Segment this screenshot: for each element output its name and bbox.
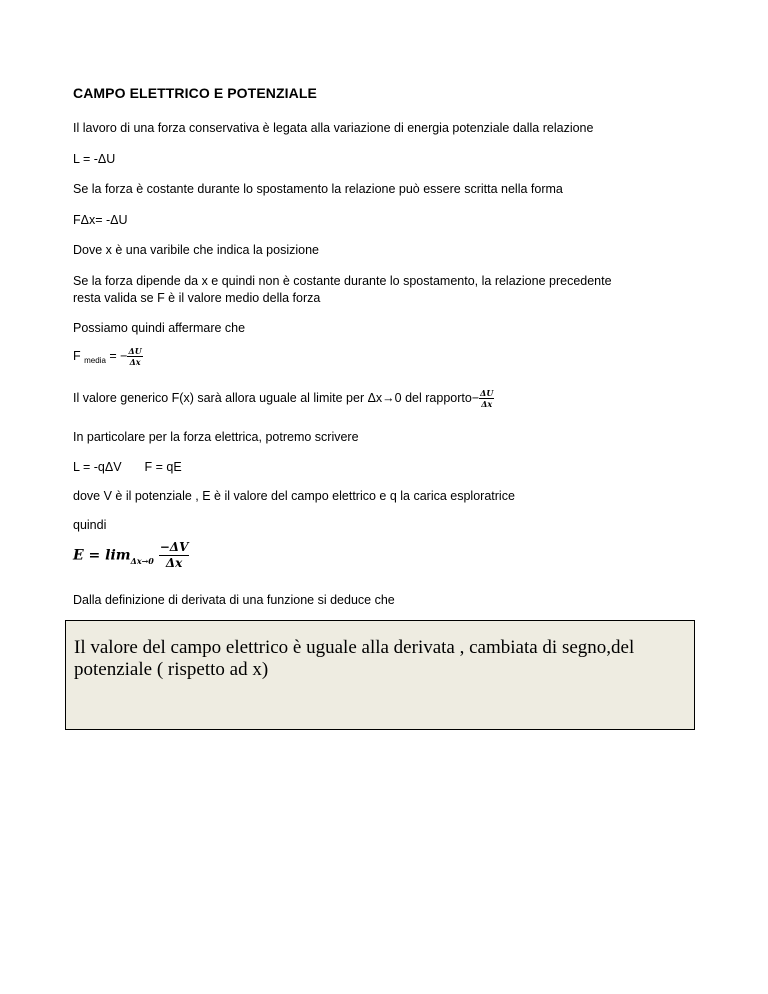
equation-field-limit	[73, 540, 189, 571]
limit-subscript: Δx→0	[130, 555, 154, 566]
equation-force-displacement: FΔx= -ΔU	[73, 213, 128, 227]
paragraph-5: Possiamo quindi affermare che	[73, 321, 246, 335]
fraction-numerator: ΔU	[480, 388, 494, 398]
paragraph-3: Dove x è una varibile che indica la posizione	[73, 243, 319, 257]
paragraph-1: Il lavoro di una forza conservativa è legata alla variazione di energia potenziale dalla relazione	[73, 121, 594, 135]
equation-electric-work: L = -qΔV	[73, 460, 122, 474]
document-title: CAMPO ELETTRICO E POTENZIALE	[73, 85, 317, 101]
paragraph-4: Se la forza dipende da x e quindi non è costante durante lo spostamento, la relazione precedente resta valida se F è il valore medio della forza	[73, 274, 612, 305]
mean-force-lhs: F	[73, 348, 81, 363]
fraction-numerator: −ΔV	[159, 540, 189, 554]
conclusion-text: Il valore del campo elettrico è uguale alla derivata , cambiata di segno,del potenziale ( rispetto ad x)	[74, 637, 635, 680]
conclusion-box	[65, 620, 695, 730]
paragraph-8: dove V è il potenziale , E è il valore del campo elettrico e q la carica esploratrice	[73, 489, 515, 503]
equation-electric-force: F = qE	[144, 460, 182, 474]
mean-force-equals: = −	[109, 348, 128, 363]
paragraph-10: Dalla definizione di derivata di una funzione si deduce che	[73, 593, 395, 607]
paragraph-7: In particolare per la forza elettrica, potremo scrivere	[73, 430, 359, 444]
mean-force-fraction	[127, 346, 142, 367]
paragraph-6	[73, 388, 494, 409]
ratio-fraction	[479, 388, 494, 409]
paragraph-9: quindi	[73, 518, 107, 532]
fraction-denominator: Δx	[481, 399, 493, 409]
equation-mean-force	[73, 346, 143, 367]
paragraph-6-minus: −	[471, 390, 480, 405]
limit-fraction	[159, 540, 190, 571]
fraction-numerator: ΔU	[128, 346, 142, 356]
equation-electric-line	[73, 459, 182, 476]
equation-work-energy: L = -ΔU	[73, 152, 116, 166]
mean-force-subscript: media	[84, 355, 106, 365]
fraction-denominator: Δx	[129, 357, 141, 367]
paragraph-2: Se la forza è costante durante lo spostamento la relazione può essere scritta nella forma	[73, 182, 563, 196]
fraction-denominator: Δx	[165, 556, 183, 570]
paragraph-6-text: Il valore generico F(x) sarà allora uguale al limite per Δx→0 del rapporto	[73, 390, 472, 405]
limit-lhs: E = lim	[73, 547, 131, 564]
